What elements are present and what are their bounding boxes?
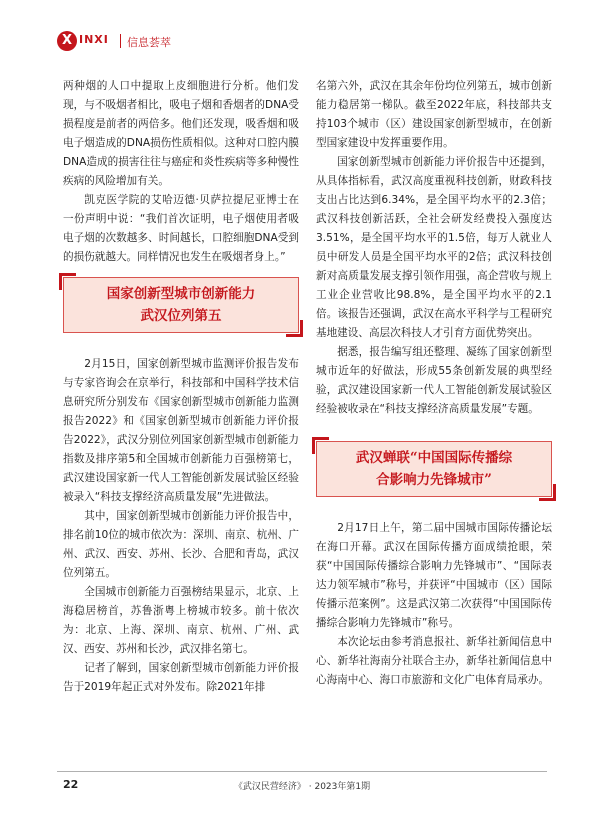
paragraph: 国家创新型城市创新能力评价报告中还提到，从具体指标看，武汉高度重视科技创新，财政科技支出占比达到6.34%，是全国平均水平的2.3倍；武汉科技创新活跃，全社会研发经费投入强度达3.51%，是全国平均水平的1.5倍，每万人就业人员中研发人员是全国平均水平的2倍；武汉科技创新对高质量发展支撑引领作用强，高企营收与规上工业企业营收比98.8%，是全国平均水平的2.1倍。该报告还强调，武汉在高水平科学与工程研究基地建设、高层次科技人才引育方面优势突出。 [316, 156, 552, 339]
left-column [63, 77, 299, 697]
header-divider [120, 34, 121, 48]
paragraph: 全国城市创新能力百强榜结果显示，北京、上海稳居榜首，苏鲁浙粤上榜城市较多。前十依次为：北京、上海、深圳、南京、杭州、广州、武汉、西安、苏州和长沙，武汉排名第七。 [63, 586, 299, 655]
paragraph: 两种烟的人口中提取上皮细胞进行分析。他们发现，与不吸烟者相比，吸电子烟和香烟者的DNA受损程度是前者的两倍多。他们还发现，吸香烟和吸电子烟造成的DNA损伤性质相似。这种对口腔内膜DNA造成的损害往往与癌症和炎性疾病等多种慢性疾病的风险增加有关。 [63, 80, 299, 187]
section-name: 信息荟萃 [127, 36, 171, 49]
page-number: 22 [63, 778, 79, 791]
paragraph: 据悉，报告编写组还整理、凝练了国家创新型城市近年的好做法，形成55条创新发展的典型经验，武汉建设国家新一代人工智能创新发展试验区经验被收录在“科技支撑经济高质量发展”专题。 [316, 346, 552, 415]
publication-info: 《武汉民营经济》 · 2023年第1期 [233, 782, 371, 792]
feature-heading-box [316, 441, 552, 497]
paragraph: 本次论坛由参考消息报社、新华社新闻信息中心、新华社海南分社联合主办，新华社新闻信息中心海南中心、海口市旅游和文化广电体育局承办。 [316, 636, 552, 686]
paragraph: 2月15日，国家创新型城市监测评价报告发布与专家咨询会在京举行，科技部和中国科学技术信息研究所分别发布《国家创新型城市创新能力监测报告2022》和《国家创新型城市创新能力评价报告2022》，武汉分别位列国家创新型城市创新能力指数及排序第5和全国城市创新能力百强榜第七，武汉建设国家新一代人工智能创新发展试验区经验被录入“科技支撑经济高质量发展”先进做法。 [63, 358, 299, 503]
right-column [316, 77, 552, 690]
feature-heading-box [63, 277, 299, 333]
logo-word: INXI [79, 33, 109, 46]
paragraph: 凯克医学院的艾哈迈德·贝萨拉提尼亚博士在一份声明中说：“我们首次证明，电子烟使用者吸电子烟的次数越多、时间越长，口腔细胞DNA受到的损伤就越大。同样情况也发生在吸烟者身上。” [63, 194, 299, 263]
logo-icon: X [57, 31, 77, 51]
paragraph: 记者了解到，国家创新型城市创新能力评价报告于2019年起正式对外发布。除2021年排 [63, 662, 299, 693]
feature-heading-line: 武汉位列第五 [140, 308, 222, 324]
feature-heading-line: 武汉蝉联“中国国际传播综 [355, 450, 513, 466]
paragraph: 名第六外，武汉在其余年份均位列第五，城市创新能力稳居第一梯队。截至2022年底，科技部共支持103个城市（区）建设国家创新型城市，在创新型国家建设中发挥重要作用。 [316, 80, 552, 149]
paragraph: 2月17日上午，第二届中国城市国际传播论坛在海口开幕。武汉在国际传播方面成绩抢眼，荣获“中国国际传播综合影响力先锋城市”、“国际表达力领军城市”称号，并获评“中国城市（区）国际传播示范案例”。这是武汉第二次获得“中国国际传播综合影响力先锋城市”称号。 [316, 522, 552, 629]
paragraph: 其中，国家创新型城市创新能力评价报告中，排名前10位的城市依次为：深圳、南京、杭州、广州、武汉、西安、苏州、长沙、合肥和青岛，武汉位列第五。 [63, 510, 299, 579]
feature-heading-line: 合影响力先锋城市” [376, 472, 492, 488]
feature-heading-line: 国家创新型城市创新能力 [106, 286, 256, 302]
footer-divider [57, 771, 547, 772]
